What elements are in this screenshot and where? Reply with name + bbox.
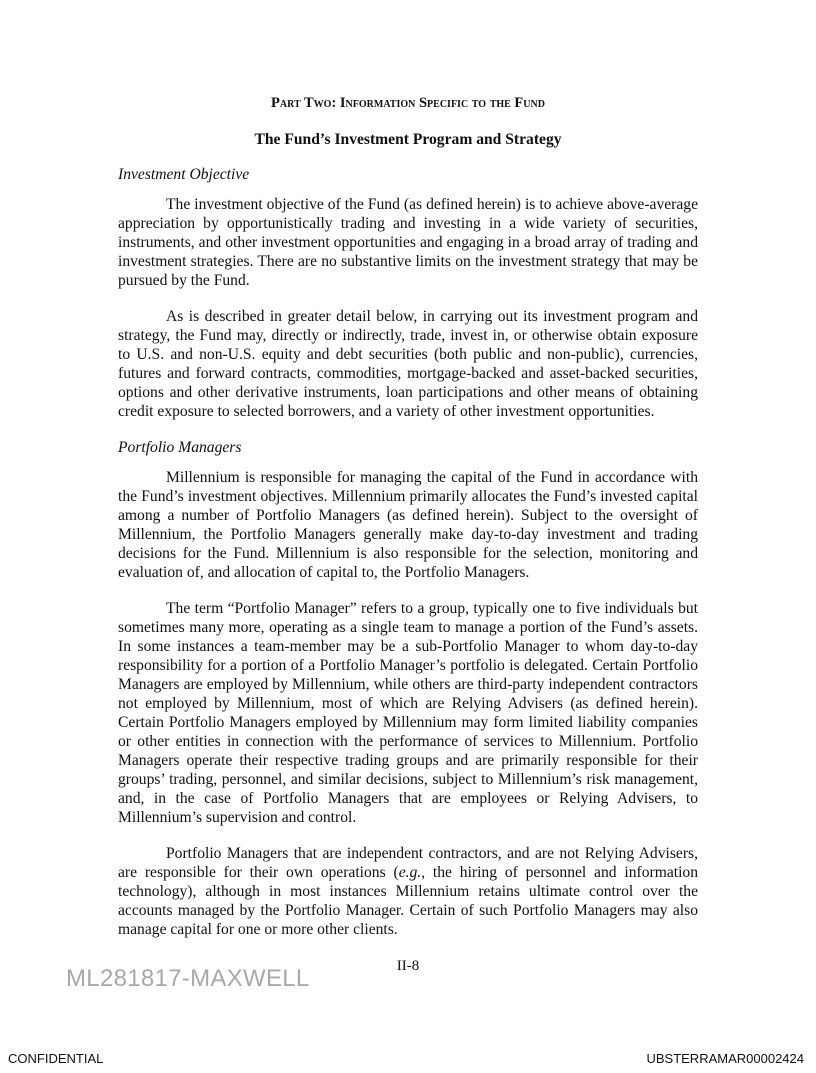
bates-stamp: ML281817-MAXWELL: [66, 965, 310, 992]
subheading-investment-objective: Investment Objective: [118, 166, 250, 183]
subheading-portfolio-managers: Portfolio Managers: [118, 439, 242, 456]
paragraph: [118, 844, 698, 939]
document-id: UBSTERRAMAR00002424: [646, 1051, 804, 1066]
paragraph: As is described in greater detail below, in carrying out its investment program and strategy, the Fund may, directly or indirectly, trade, invest in, or otherwise obtain exposure to U.S. and non-U.S. equity and debt securities (both public and non-public), currencies, futures and forward contracts, commodities, mortgage-backed and asset-backed securities, options and other derivative instruments, loan participations and other means of obtaining credit exposure to selected borrowers, and a variety of other investment opportunities.: [118, 308, 698, 420]
eg-italic: e.g.: [398, 864, 422, 881]
document-page: [118, 94, 698, 956]
text-run: Portfolio Managers that are independent contractors, and are not Relying Advisers, are responsible for their own operations (: [118, 845, 698, 881]
paragraph: The term “Portfolio Manager” refers to a group, typically one to five individuals but sometimes many more, operating as a single team to manage a portion of the Fund’s assets. In some instances a team-member may be a sub-Portfolio Manager to whom day-to-day responsibility for a portion of a Portfolio Manager’s portfolio is delegated. Certain Portfolio Managers are employed by Millennium, while others are third-party independent contractors not employed by Millennium, most of which are Relying Advisers (as defined herein). Certain Portfolio Managers employed by Millennium may form limited liability companies or other entities in connection with the performance of services to Millennium. Portfolio Managers operate their respective trading groups and are primarily responsible for their groups’ trading, personnel, and similar decisions, subject to Millennium’s risk management, and, in the case of Portfolio Managers that are employees or Relying Advisers, to Millennium’s supervision and control.: [118, 600, 698, 826]
section-title: The Fund’s Investment Program and Strategy: [254, 131, 562, 148]
confidential-label: CONFIDENTIAL: [8, 1051, 104, 1066]
paragraph: Millennium is responsible for managing the capital of the Fund in accordance with the Fund’s investment objectives. Millennium primarily allocates the Fund’s invested capital among a number of Portfolio Managers (as defined herein). Subject to the oversight of Millennium, the Portfolio Managers generally make day-to-day investment and trading decisions for the Fund. Millennium is also responsible for the selection, monitoring and evaluation of, and allocation of capital to, the Portfolio Managers.: [118, 469, 698, 581]
part-title: Part Two: Information Specific to the Fund: [271, 95, 545, 111]
page-number: II-8: [396, 958, 420, 974]
paragraph: The investment objective of the Fund (as defined herein) is to achieve above-average appreciation by opportunistically trading and investing in a wide variety of securities, instruments, and other investment opportunities and engaging in a broad array of trading and investment strategies. There are no substantive limits on the investment strategy that may be pursued by the Fund.: [118, 196, 698, 289]
text-run: , the hiring of personnel and information technology), although in most instances Millennium retains ultimate control over the accounts managed by the Portfolio Manager. Certain of such Portfolio Managers may also manage capital for one or more other clients.: [118, 864, 699, 938]
